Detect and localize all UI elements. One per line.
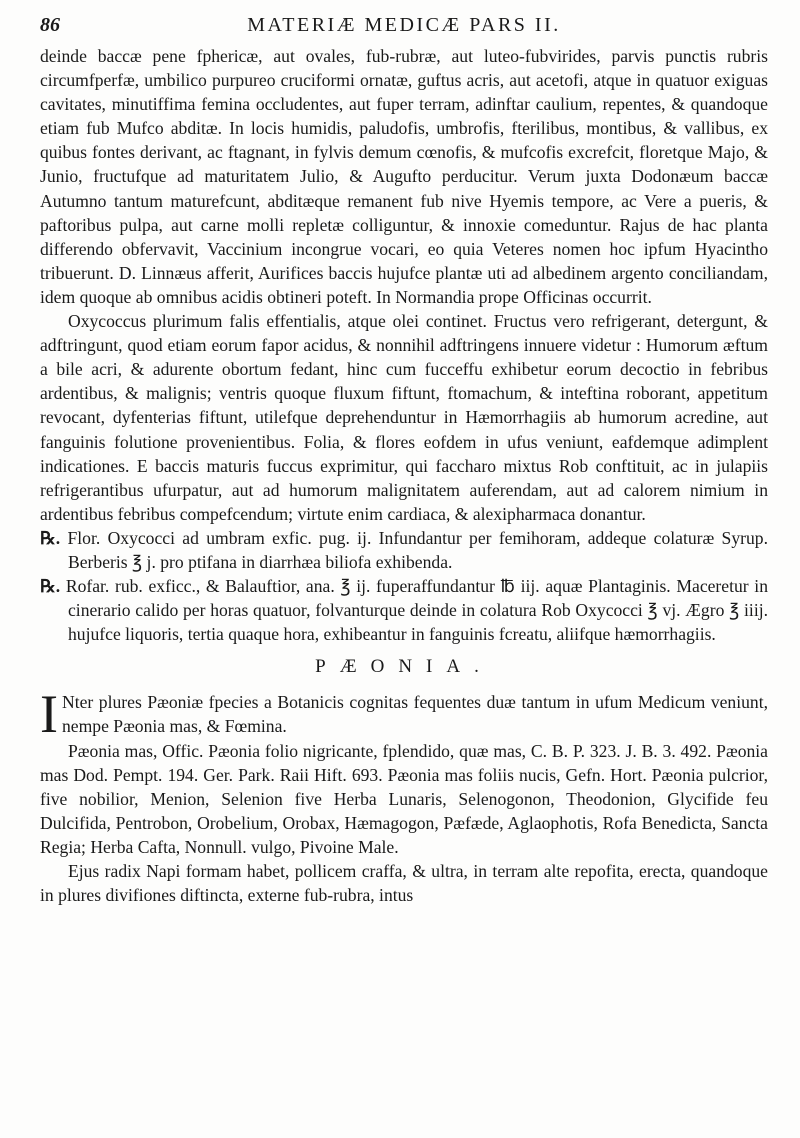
page-header [40, 10, 768, 40]
drop-cap: I [40, 684, 58, 745]
recipe-text: Rofar. rub. exficc., & Balauftior, ana. ℥ ij. fuperaffundantur ℔ iij. aquæ Plantaginis. Maceretur in cinerario calido per horas quatuor, folvanturque deinde in colatura Rob Oxycocci ℥ vj. Ægro ℥ iiij. hujufce liquoris, tertia quaque hora, exhibeantur in fanguinis fcreatu, aliifque hæmorrhagiis. [65, 576, 768, 645]
recipe-1 [40, 526, 768, 574]
paragraph-oxycoccus-description: deinde baccæ pene fphericæ, aut ovales, fub-rubræ, aut luteo-fubvirides, parvis punctis rubris circumfperfæ, umbilico purpureo cruciformi ornatæ, guftus acris, aut acetofi, atque in quatuor exiguas cavitates, minutiffima femina occludentes, aut fuper terram, adinftar caulium, repentes, & quandoque etiam fub Mufco abditæ. In locis humidis, paludofis, umbrofis, fterilibus, montibus, & vallibus, ex quibus fontes derivant, ac ftagnant, in fylvis demum cœnofis, & mufcofis excrefcit, floretque Majo, & Junio, fructufque ad maturitatem Julio, & Augufto perducitur. Verum juxta Dodonæum baccæ Autumno tantum maturefcunt, abditæque remanent fub nive Hyemis tempore, ac Vere a pueris, & paftoribus pulpa, aut carne molli repletæ colliguntur, & innoxie comeduntur. Rajus de hac planta differendo obfervavit, Vaccinium incongrue vocari, eo quia Veteres nomen hoc ipfum Hyacintho tribuerunt. D. Linnæus afferit, Aurifices baccis hujufce plantæ uti ad albedinem argento conciliandam, idem quoque ab omnibus acidis obtineri poteft. In Normandia prope Officinas occurrit. [40, 46, 768, 307]
section-intro-text: Nter plures Pæoniæ fpecies a Botanicis cognitas fequentes duæ tantum in ufum Medicum veniunt, nempe Pæonia mas, & Fœmina. [61, 692, 768, 737]
recipe-2 [40, 574, 768, 646]
running-head: MATERIÆ MEDICÆ PARS II. [247, 14, 561, 36]
recipe-text: Flor. Oxycocci ad umbram exfic. pug. ij. Infundantur per femihoram, addeque colaturæ Syrup. Berberis ℥ j. pro ptifana in diarrhæa biliofa exhibenda. [67, 527, 768, 572]
page-number: 86 [40, 14, 60, 36]
section-intro-paragraph [40, 684, 768, 745]
recipe-symbol: ℞. [40, 527, 61, 548]
paragraph-paeonia-radix: Ejus radix Napi formam habet, pollicem craffa, & ultra, in terram alte repofita, erecta, quandoque in plures divifiones diftincta, externe fub-rubra, intus [40, 861, 768, 906]
paragraph-oxycoccus-virtues: Oxycoccus plurimum falis effentialis, atque olei continet. Fructus vero refrigerant, detergunt, & adftringunt, quod etiam eorum fapor acidus, & nonnihil adftringens innuere videtur : Humorum æftum a bile acri, & adurente obortum fedant, hinc cum fucceffu exhibetur eorum decoctio in febribus ardentibus, & malignis; ventris quoque fluxum fiftunt, ftomachum, & inteftina roborant, appetitum revocant, dyfenterias fiftunt, utilefque deprehenduntur in Hæmorrhagiis ab humorum acredine, aut fanguinis folutione provenientibus. Folia, & flores eofdem in ufus veniunt, eafdemque adimplent indicationes. E baccis maturis fuccus exprimitur, qui faccharo mixtus Rob conftituit, ac in julapiis refrigerantibus ufurpatur, aut ad humorum malignitatem auferendam, aut ad calorem nimium in ardentibus febribus compefcendum; virtute enim cardiaca, & alexipharmaca donantur. [40, 311, 768, 524]
paragraph-paeonia-mas-synonyms: Pæonia mas, Offic. Pæonia folio nigricante, fplendido, quæ mas, C. B. P. 323. J. B. 3. 492. Pæonia mas Dod. Pempt. 194. Ger. Park. Raii Hift. 693. Pæonia mas foliis nucis, Gefn. Hort. Pæonia pulcrior, five nobilior, Menion, Selenion five Herba Lunaris, Selenogonon, Theodonion, Glycifide feu Dulcifida, Pentrobon, Orobelium, Orobax, Hæmagogon, Pæfæde, Aglaophotis, Rofa Benedicta, Sancta Regia; Herba Cafta, Nonnull. vulgo, Pivoine Male. [40, 740, 768, 857]
body-text [40, 44, 768, 907]
section-title: PÆONIA. [315, 656, 493, 678]
recipe-symbol: ℞. [40, 576, 61, 597]
